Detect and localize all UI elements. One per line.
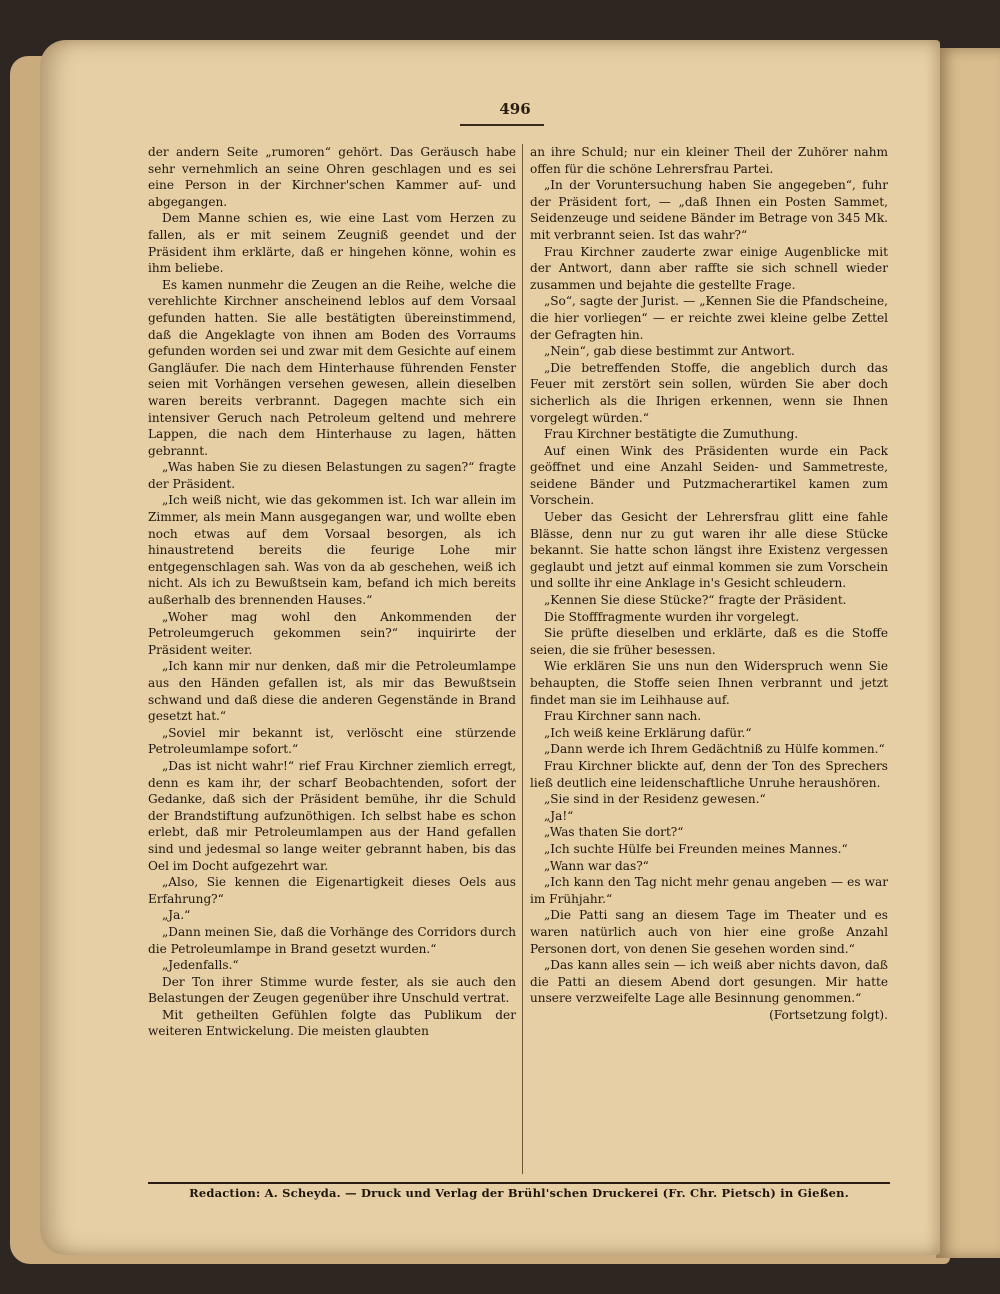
paragraph: „Ich kann mir nur denken, daß mir die Petroleumlampe aus den Händen gefallen ist, als mir das Bewußtsein schwand und daß diese die anderen Gegenstände in Brand gesetzt hat.“: [148, 659, 516, 724]
paragraph: „Woher mag wohl den Ankommenden der Petroleumgeruch gekommen sein?“ inquirirte der Präsident weiter.: [148, 609, 516, 657]
paragraph: Frau Kirchner zauderte zwar einige Augenblicke mit der Antwort, dann aber raffte sie sich schnell wieder zusammen und bejahte die gestellte Frage.: [530, 244, 888, 292]
paragraph: Mit getheilten Gefühlen folgte das Publikum der weiteren Entwickelung. Die meisten glaubten: [148, 1007, 516, 1039]
facing-page-edge: [936, 48, 1000, 1258]
paragraph: „Also, Sie kennen die Eigenartigkeit dieses Oels aus Erfahrung?“: [148, 875, 516, 906]
paragraph: „Ich suchte Hülfe bei Freunden meines Mannes.“: [544, 841, 848, 856]
paragraph: „Das ist nicht wahr!“ rief Frau Kirchner ziemlich erregt, denn es kam ihr, der scharf Beobachtenden, sofort der Gedanke, daß sich der Präsident bemühe, ihr die Schuld der Brandstiftung aufzunöthigen. Ich selbst habe es schon erlebt, daß mir Petroleumlampen aus der Hand gefallen sind und jedesmal so lange weiter gebrannt haben, bis das Oel im Docht aufgezehrt war.: [148, 758, 516, 873]
paragraph: „Ich kann den Tag nicht mehr genau angeben — es war im Frühjahr.“: [530, 875, 888, 906]
paragraph: der andern Seite „rumoren“ gehört. Das Geräusch habe sehr vernehmlich an seine Ohren geschlagen und es sei eine Person in der Kirchner'schen Kammer auf- und abgegangen.: [148, 145, 516, 209]
paragraph: „Dann meinen Sie, daß die Vorhänge des Corridors durch die Petroleumlampe in Brand gesetzt wurden.“: [148, 924, 517, 956]
paragraph: „Soviel mir bekannt ist, verlöscht eine stürzende Petroleumlampe sofort.“: [148, 725, 516, 757]
paragraph: „Die Patti sang an diesem Tage im Theater und es waren natürlich auch von hier eine große Anzahl Personen dort, von denen Sie gesehen worden sind.“: [530, 908, 888, 956]
paragraph: Dem Manne schien es, wie eine Last vom Herzen zu fallen, als er mit seinem Zeugniß geendet und der Präsident ihm erklärte, daß er hingehen könne, wohin es ihm beliebe.: [148, 211, 516, 276]
continuation-note: (Fortsetzung folgt).: [769, 1007, 888, 1022]
page-number-rule: [460, 124, 544, 126]
paragraph: „Sie sind in der Residenz gewesen.“: [544, 792, 766, 807]
left-column: [148, 144, 516, 1040]
paragraph: „Ich weiß nicht, wie das gekommen ist. Ich war allein im Zimmer, als mein Mann ausgegangen war, und wollte eben noch etwas auf dem Vorsaal besorgen, als ich hinaustretend bereits die feurige Lohe mir entgegenschlagen sah. Was von da ab geschehen, weiß ich nicht. Als ich zu Bewußtsein kam, befand ich mich bereits außerhalb des brennenden Hauses.“: [148, 493, 516, 608]
paragraph: Frau Kirchner bestätigte die Zumuthung.: [544, 427, 799, 442]
paragraph: „Dann werde ich Ihrem Gedächtniß zu Hülfe kommen.“: [544, 742, 885, 757]
paragraph: Der Ton ihrer Stimme wurde fester, als sie auch den Belastungen der Zeugen gegenüber ihre Unschuld vertrat.: [148, 974, 516, 1006]
paragraph: „Nein“, gab diese bestimmt zur Antwort.: [544, 344, 795, 359]
paragraph: „Ich weiß keine Erklärung dafür.“: [544, 725, 752, 740]
paragraph: „Ja!“: [544, 808, 574, 823]
paragraph: „In der Voruntersuchung haben Sie angegeben“, fuhr der Präsident fort, — „daß Ihnen ein Posten Sammet, Seidenzeuge und seidene Bänder im Betrage von 345 Mk. mit verbrannt seien. Ist das wahr?“: [530, 178, 888, 242]
paragraph: Auf einen Wink des Präsidenten wurde ein Pack geöffnet und eine Anzahl Seiden- und Sammetreste, seidene Bänder und Putzmacherartikel kamen zum Vorschein.: [530, 443, 888, 508]
paragraph: Wie erklären Sie uns nun den Widerspruch wenn Sie behaupten, die Stoffe seien Ihnen verbrannt und jetzt findet man sie im Leihhause auf.: [530, 659, 888, 707]
paragraph: an ihre Schuld; nur ein kleiner Theil der Zuhörer nahm offen für die schöne Lehrersfrau Partei.: [530, 145, 888, 176]
paragraph: Ueber das Gesicht der Lehrersfrau glitt eine fahle Blässe, denn nur zu gut waren ihr alle diese Stücke bekannt. Sie hatte schon längst ihre Existenz vergessen geglaubt und jetzt auf einmal kommen sie zum Vorschein und sollte ihr eine Anklage in's Gesicht schleudern.: [530, 510, 888, 591]
page-number: 496: [499, 100, 531, 118]
paragraph: „Ja.“: [162, 908, 191, 923]
paragraph: „Was haben Sie zu diesen Belastungen zu sagen?“ fragte der Präsident.: [148, 460, 516, 491]
paragraph: „Kennen Sie diese Stücke?“ fragte der Präsident.: [544, 593, 847, 608]
right-column: [530, 144, 888, 1023]
paragraph: „Die betreffenden Stoffe, die angeblich durch das Feuer mit zerstört sein sollen, würden Sie aber doch sicherlich als die Ihrigen erkennen, wenn sie Ihnen vorgelegt würden.“: [530, 360, 888, 425]
paragraph: [530, 957, 888, 1022]
footer-rule: [148, 1182, 890, 1184]
column-divider: [522, 144, 523, 1174]
paragraph: „Jedenfalls.“: [162, 958, 239, 973]
paragraph: „So“, sagte der Jurist. — „Kennen Sie die Pfandscheine, die hier vorliegen“ — er reichte zwei kleine gelbe Zettel der Gefragten hin.: [530, 294, 888, 342]
paragraph-text: „Das kann alles sein — ich weiß aber nichts davon, daß die Patti an diesem Abend dort gesungen. Mir hatte unsere verzweifelte Lage alle Besinnung genommen.“: [530, 958, 888, 1006]
paragraph: Die Stofffragmente wurden ihr vorgelegt.: [544, 609, 800, 624]
publisher-imprint: Redaction: A. Scheyda. — Druck und Verlag der Brühl'schen Druckerei (Fr. Chr. Pietsch) in Gießen.: [189, 1186, 849, 1200]
paragraph: „Wann war das?“: [544, 858, 649, 873]
paragraph: Frau Kirchner sann nach.: [544, 709, 702, 724]
paragraph: Es kamen nunmehr die Zeugen an die Reihe, welche die verehlichte Kirchner anscheinend leblos auf dem Vorsaal gefunden hatten. Sie alle bestätigten übereinstimmend, daß die Angeklagte von ihnen am Boden des Vorraums gefunden worden sei und zwar mit dem Gesichte auf einem Gangläufer. Die nach dem Hinterhause führenden Fenster seien mit Vorhängen versehen gewesen, allein dieselben waren bereits verbrannt. Dagegen machte sich ein intensiver Geruch nach Petroleum geltend und mehrere Lappen, die nach dem Hinterhause zu lagen, hätten gebrannt.: [148, 277, 516, 458]
paragraph: Sie prüfte dieselben und erklärte, daß es die Stoffe seien, die sie früher besessen.: [530, 626, 888, 657]
paragraph: Frau Kirchner blickte auf, denn der Ton des Sprechers ließ deutlich eine leidenschaftliche Unruhe heraushören.: [530, 758, 888, 790]
paragraph: „Was thaten Sie dort?“: [544, 825, 684, 840]
